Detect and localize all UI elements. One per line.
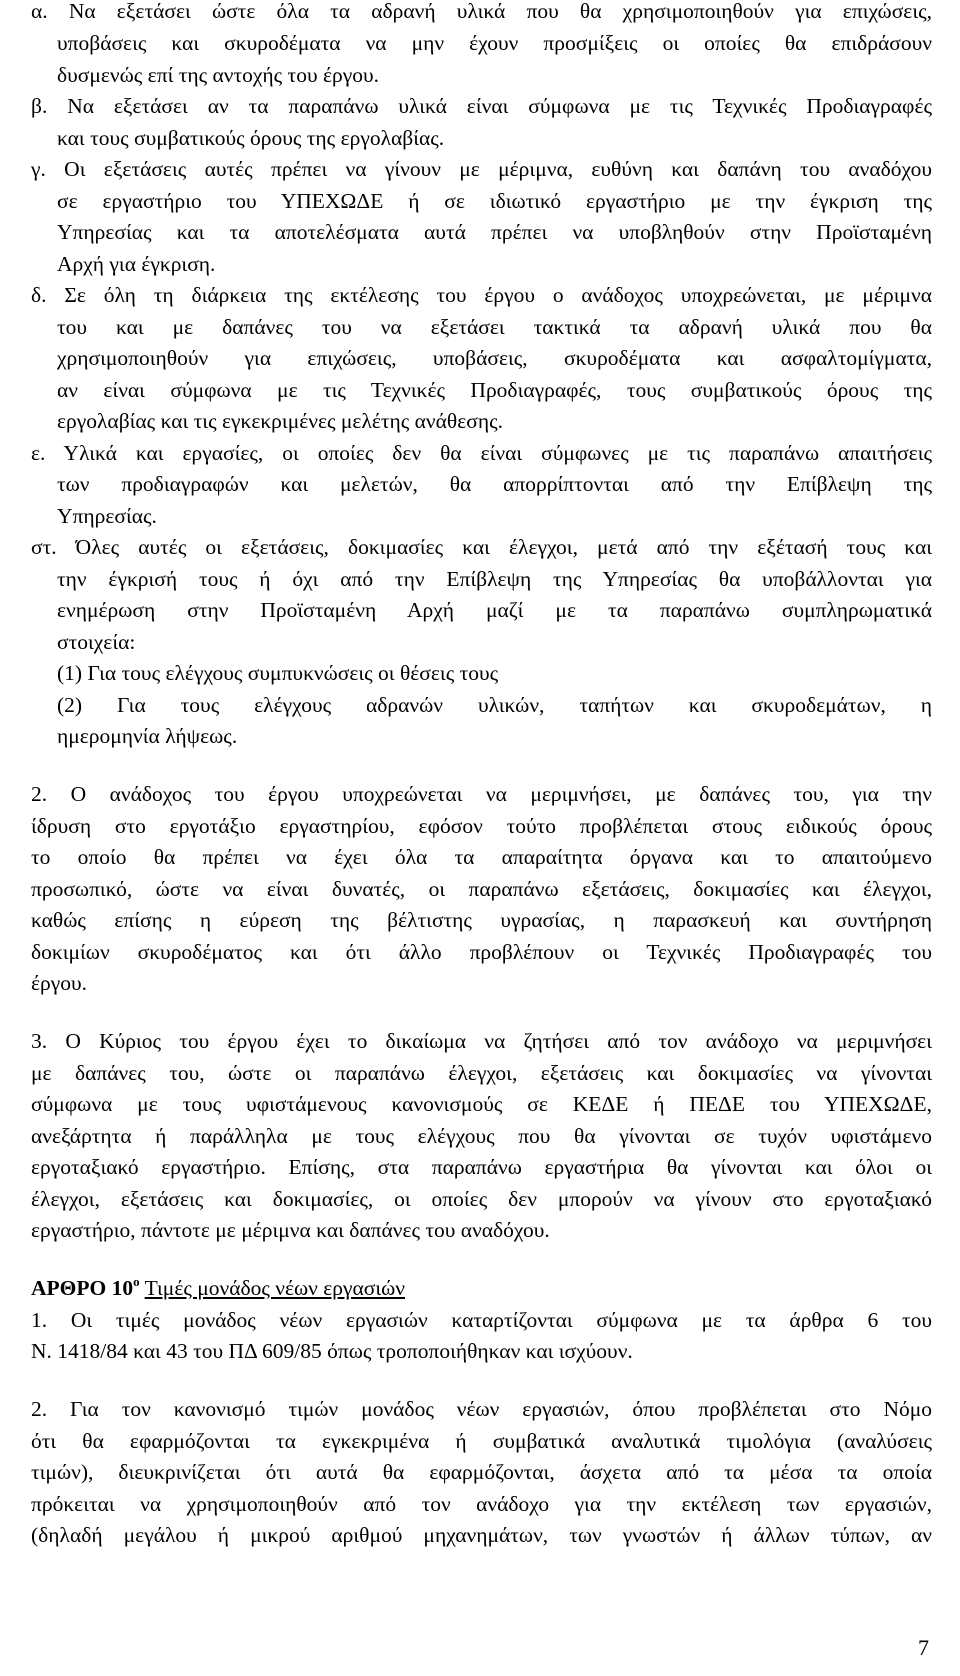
text-line: 2. Ο ανάδοχος του έργου υποχρεώνεται να μεριμνήσει, με δαπάνες του, για την — [31, 782, 932, 806]
article-title: Τιμές μονάδος νέων εργασιών — [144, 1276, 406, 1300]
text-line: Υπηρεσίας και τα αποτελέσματα αυτά πρέπει να υποβληθούν στην Προϊσταμένη — [57, 220, 932, 244]
text-line: (δηλαδή μεγάλου ή μικρού αριθμού μηχανημάτων, των γνωστών ή άλλων τύπων, αν — [31, 1523, 932, 1547]
text-line: εργολαβίας και τις εγκεκριμένες μελέτης ανάθεσης. — [57, 409, 503, 433]
text-line: (2) Για τους ελέγχους αδρανών υλικών, ταπήτων και σκυροδεμάτων, η — [57, 693, 932, 717]
text-line: δ. Σε όλη τη διάρκεια της εκτέλεσης του έργου ο ανάδοχος υποχρεώνεται, με μέριμνα — [31, 283, 932, 307]
text-line: προσωπικό, ώστε να είναι δυνατές, οι παραπάνω εξετάσεις, δοκιμασίες και έλεγχοι, — [31, 877, 932, 901]
text-line: χρησιμοποιηθούν για επιχώσεις, υποβάσεις, σκυροδέματα και ασφαλτομίγματα, — [57, 346, 932, 370]
text-line: 3. Ο Κύριος του έργου έχει το δικαίωμα να ζητήσει από τον ανάδοχο να μεριμνήσει — [31, 1029, 932, 1053]
text-line: δυσμενώς επί της αντοχής του έργου. — [57, 63, 379, 87]
text-line: ε. Υλικά και εργασίες, οι οποίες δεν θα είναι σύμφωνες με τις παραπάνω απαιτήσεις — [31, 441, 932, 465]
text-line: σύμφωνα με τους υφιστάμενους κανονισμούς σε ΚΕΔΕ ή ΠΕΔΕ του ΥΠΕΧΩΔΕ, — [31, 1092, 932, 1116]
text-line: δοκιμίων σκυροδέματος και ότι άλλο προβλέπουν οι Τεχνικές Προδιαγραφές του — [31, 940, 932, 964]
text-line: στοιχεία: — [57, 630, 136, 654]
text-line: την έγκρισή τους ή όχι από την Επίβλεψη της Υπηρεσίας θα υποβάλλονται για — [57, 567, 932, 591]
text-line: β. Να εξετάσει αν τα παραπάνω υλικά είναι σύμφωνα με τις Τεχνικές Προδιαγραφές — [31, 94, 932, 118]
text-line: Αρχή για έγκριση. — [57, 252, 216, 276]
article-label: ΑΡΘΡΟ 10 — [31, 1276, 134, 1300]
text-line: έλεγχοι, εξετάσεις και δοκιμασίες, οι οποίες δεν μπορούν να γίνουν στο εργοταξιακό — [31, 1187, 932, 1211]
text-line: ίδρυση στο εργοτάξιο εργαστηρίου, εφόσον τούτο προβλέπεται στους ειδικούς όρους — [31, 814, 932, 838]
text-line: τιμών), διευκρινίζεται ότι αυτά θα εφαρμόζονται, άσχετα από τα μέσα τα οποία — [31, 1460, 932, 1484]
text-line: 2. Για τον κανονισμό τιμών μονάδος νέων εργασιών, όπου προβλέπεται στο Νόμο — [31, 1397, 932, 1421]
text-line: με δαπάνες του, ώστε οι παραπάνω έλεγχοι, εξετάσεις και δοκιμασίες να γίνονται — [31, 1061, 932, 1085]
text-line: του και με δαπάνες του να εξετάσει τακτικά τα αδρανή υλικά που θα — [57, 315, 932, 339]
text-line: Ν. 1418/84 και 43 του ΠΔ 609/85 όπως τροποποιήθηκαν και ισχύουν. — [31, 1339, 633, 1363]
text-line: εργαστήριο, πάντοτε με μέριμνα και δαπάνες του αναδόχου. — [31, 1218, 550, 1242]
text-line: έργου. — [31, 971, 88, 995]
article-heading — [31, 1273, 405, 1305]
text-line: των προδιαγραφών και μελετών, θα απορρίπτονται από την Επίβλεψη της — [57, 472, 932, 496]
text-line: στ. Όλες αυτές οι εξετάσεις, δοκιμασίες και έλεγχοι, μετά από την εξέτασή τους και — [31, 535, 932, 559]
text-line: α. Να εξετάσει ώστε όλα τα αδρανή υλικά που θα χρησιμοποιηθούν για επιχώσεις, — [31, 0, 932, 23]
text-line: σε εργαστήριο του ΥΠΕΧΩΔΕ ή σε ιδιωτικό εργαστήριο με την έγκριση της — [57, 189, 932, 213]
page-number: 7 — [918, 1635, 929, 1660]
text-line: ημερομηνία λήψεως. — [57, 724, 238, 748]
text-line: εργοταξιακό εργαστήριο. Επίσης, στα παραπάνω εργαστήρια θα γίνονται και όλοι οι — [31, 1155, 932, 1179]
text-line: γ. Οι εξετάσεις αυτές πρέπει να γίνουν με μέριμνα, ευθύνη και δαπάνη του αναδόχου — [31, 157, 932, 181]
text-line: ότι θα εφαρμόζονται τα εγκεκριμένα ή συμβατικά αναλυτικά τιμολόγια (αναλύσεις — [31, 1429, 932, 1453]
text-line: 1. Οι τιμές μονάδος νέων εργασιών καταρτίζονται σύμφωνα με τα άρθρα 6 του — [31, 1308, 932, 1332]
article-superscript: ο — [133, 1274, 140, 1289]
text-line: καθώς επίσης η εύρεση της βέλτιστης υγρασίας, η παρασκευή και συντήρηση — [31, 908, 932, 932]
text-line: ανεξάρτητα ή παράλληλα με τους ελέγχους που θα γίνονται σε τυχόν υφιστάμενο — [31, 1124, 932, 1148]
text-line: υποβάσεις και σκυροδέματα να μην έχουν προσμίξεις οι οποίες θα επιδράσουν — [57, 31, 932, 55]
text-line: και τους συμβατικούς όρους της εργολαβίας. — [57, 126, 445, 150]
text-line: ενημέρωση στην Προϊσταμένη Αρχή μαζί με τα παραπάνω συμπληρωματικά — [57, 598, 932, 622]
text-line: Υπηρεσίας. — [57, 504, 157, 528]
text-line: αν είναι σύμφωνα με τις Τεχνικές Προδιαγραφές, τους συμβατικούς όρους της — [57, 378, 932, 402]
text-line: το οποίο θα πρέπει να έχει όλα τα απαραίτητα όργανα και το απαιτούμενο — [31, 845, 932, 869]
text-line: (1) Για τους ελέγχους συμπυκνώσεις οι θέσεις τους — [57, 661, 499, 685]
text-line: πρόκειται να χρησιμοποιηθούν από τον ανάδοχο για την εκτέλεση των εργασιών, — [31, 1492, 932, 1516]
